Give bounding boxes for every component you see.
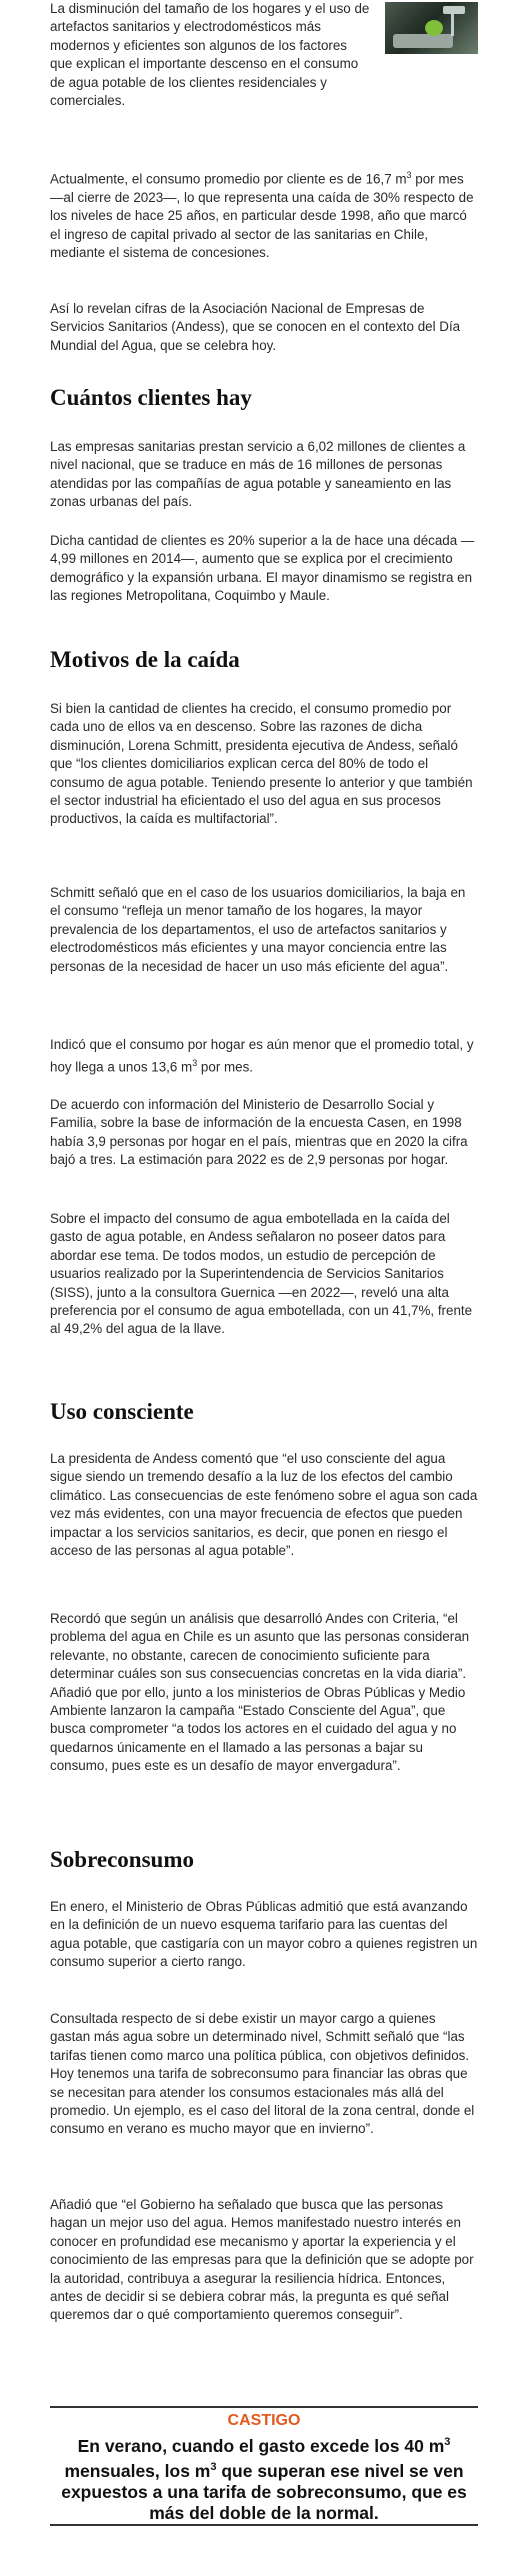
uso-p1-block [50,1450,478,1560]
sobre-p1-block [50,1898,478,1972]
sobre-p2-block [50,2010,478,2139]
heading-motivos-block [50,646,478,674]
castigo-text-a: En verano, cuando el gasto excede los 40 m [77,2435,445,2456]
consumo-text-a: Actualmente, el consumo promedio por cliente es de 16,7 m [50,171,407,187]
heading-clientes: Cuántos clientes hay [50,385,252,410]
heading-uso: Uso consciente [50,1399,194,1424]
uso-paragraph-1: La presidenta de Andess comentó que “el uso consciente del agua sigue siendo un tremendo desafío a la luz de los efectos del cambio climático. Las consecuencias de este fenómeno sobre el agua son cada vez más evidentes, con una mayor frecuencia de efectos que pueden impactar a los servicios sanitarios, es decir, que ponen en riesgo el acceso de las personas al agua potable”. [50,1451,478,1559]
castigo-bottom-rule [50,2524,478,2526]
sobre-paragraph-2: Consultada respecto de si debe existir un mayor cargo a quienes gastan más agua sobre un determinado nivel, Schmitt señaló que “las tarifas tienen como marco una política pública, con objetivos definidos. Hoy tenemos una tarifa de sobreconsumo para financiar las obras que se necesitan para atender los consumos estacionales más allá del promedio. Un ejemplo, es el caso del litoral de la zona central, donde el consumo en verano es mucho mayor que en invierno”. [50,2011,475,2137]
heading-sobre-block [50,1846,478,1874]
consumo-sup: 3 [406,170,412,180]
castigo-text-b: mensuales, los m [64,2460,211,2481]
andess-paragraph-block [50,300,478,355]
consumo-paragraph-block [50,166,478,263]
motivos-p4-block [50,1096,478,1170]
motivos-paragraph-1: Si bien la cantidad de clientes ha crecido, el consumo promedio por cada uno de ellos va en descenso. Sobre las razones de dicha disminución, Lorena Schmitt, presidenta ejecutiva de Andess, señaló que “los clientes domiciliarios explican cerca del 80% de todo el consumo de agua potable. Teniendo presente lo anterior y que también el sector industrial ha eficientado el uso del agua en sus procesos productivos, la caída es multifactorial”. [50,701,473,827]
castigo-top-rule [50,2406,478,2408]
water-stream [451,14,454,36]
sobre-p3-block [50,2196,478,2325]
motivos-p1-block [50,700,478,829]
consumo-paragraph [50,166,478,263]
uso-paragraph-2: Recordó que según un análisis que desarrolló Andes con Criteria, “el problema del agua en Chile es un asunto que las personas consideran relevante, no obstante, carecen de conocimiento suficiente para determinar cuáles son sus consecuencias concretas en la vida diaria”. Añadió que por ello, junto a los ministerios de Obras Públicas y Medio Ambiente lanzaron la campaña “Estado Consciente del Agua”, que busca comprometer “a todos los actores en el cuidado del agua y no quedarnos únicamente en el llamado a las personas a bajar su consumo, pues este es un desafío de mayor envergadura”. [50,1611,470,1774]
clientes-paragraph-2: Dicha cantidad de clientes es 20% superior a la de hace una década —4,99 millones en 2014—, aumento que se explica por el crecimiento demográfico y la expansión urbana. El mayor dinamismo se registra en las regiones Metropolitana, Coquimbo y Maule. [50,533,475,604]
motivos-3-sup: 3 [192,1058,198,1069]
sink-shape [393,34,453,48]
andess-paragraph: Así lo revelan cifras de la Asociación Nacional de Empresas de Servicios Sanitarios (Andess), que se conocen en el contexto del Día Mundial del Agua, que se celebra hoy. [50,301,461,353]
uso-p2-block [50,1610,478,1776]
motivos-3-text-b: por mes. [197,1059,254,1075]
sink-faucet-photo [385,2,478,54]
intro-paragraph: La disminución del tamaño de los hogares y el uso de artefactos sanitarios y electrodomésticos más modernos y eficientes son algunos de los factores que explican el importante descenso en el consumo de agua potable de los clientes residenciales y comerciales. [50,1,370,109]
motivos-p2-block [50,884,478,976]
heading-clientes-block [50,384,478,412]
castigo-body [50,2432,478,2524]
consumo-text-b: por mes —al cierre de 2023—, lo que representa una caída de 30% respecto de los niveles de hace 25 años, en particular desde 1998, año que marcó el ingreso de capital privado al sector de las sanitarias en Chile, mediante el sistema de concesiones. [50,171,474,261]
motivos-paragraph-4: De acuerdo con información del Ministerio de Desarrollo Social y Familia, sobre la base de información de la encuesta Casen, en 1998 había 3,9 personas por hogar en el país, mientras que en 2020 la cifra bajó a tres. La estimación para 2022 es de 2,9 personas por hogar. [50,1097,468,1168]
clientes-p2-block [50,532,478,606]
motivos-paragraph-5: Sobre el impacto del consumo de agua embotellada en la caída del gasto de agua potable, en Andess señalaron no poseer datos para abordar ese tema. De todos modos, un estudio de percepción de usuarios realizado por la Superintendencia de Servicios Sanitarios (SISS), junto a la consultora Guernica —en 2022—, reveló una alta preferencia por el consumo de agua embotellada, con un 41,7%, frente al 49,2% del agua de la llave. [50,1211,473,1337]
apple-shape [425,20,443,36]
castigo-sup-2: 3 [210,2460,217,2473]
castigo-text-c: que superan ese nivel se ven expuestos a una tarifa de sobreconsumo, que es más del doble de la normal. [61,2460,467,2523]
intro-top [50,0,370,110]
castigo-sup-1: 3 [444,2436,451,2448]
motivos-3-text-a: Indicó que el consumo por hogar es aún menor que el promedio total, y hoy llega a unos 13,6 m [50,1037,474,1075]
faucet-shape [443,6,465,14]
heading-motivos: Motivos de la caída [50,647,240,672]
motivos-paragraph-3 [50,1036,478,1077]
sobre-paragraph-1: En enero, el Ministerio de Obras Públicas admitió que está avanzando en la definición de un nuevo esquema tarifario para las cuentas del agua potable, que castigaría con un mayor cobro a quienes registren un consumo superior a cierto rango. [50,1899,478,1970]
motivos-paragraph-2: Schmitt señaló que en el caso de los usuarios domiciliarios, la baja en el consumo “refleja un menor tamaño de los hogares, la mayor prevalencia de los departamentos, el uso de artefactos sanitarios y electrodomésticos más eficientes y una mayor conciencia entre las personas de la necesidad de hacer un uso más eficiente del agua”. [50,885,466,974]
heading-sobreconsumo: Sobreconsumo [50,1847,194,1872]
clientes-p1-block [50,438,478,512]
sobre-paragraph-3: Añadió que “el Gobierno ha señalado que busca que las personas hagan un mejor uso del agua. Hemos manifestado nuestro interés en conocer en profundidad ese mecanismo y aportar la experiencia y el conocimiento de las empresas para que la definición que se adopte por la autoridad, contribuya a asegurar la resiliencia hídrica. Entonces, antes de decidir si se debiera cobrar más, la pregunta es qué señal queremos dar o qué comportamiento queremos conseguir”. [50,2197,474,2323]
motivos-p3-block [50,1036,478,1077]
clientes-paragraph-1: Las empresas sanitarias prestan servicio a 6,02 millones de clientes a nivel nacional, que se traduce en más de 16 millones de personas atendidas por las compañías de agua potable y saneamiento en las zonas urbanas del país. [50,439,466,510]
castigo-title: CASTIGO [227,2412,301,2429]
motivos-p5-block [50,1210,478,1339]
heading-uso-block [50,1398,478,1426]
